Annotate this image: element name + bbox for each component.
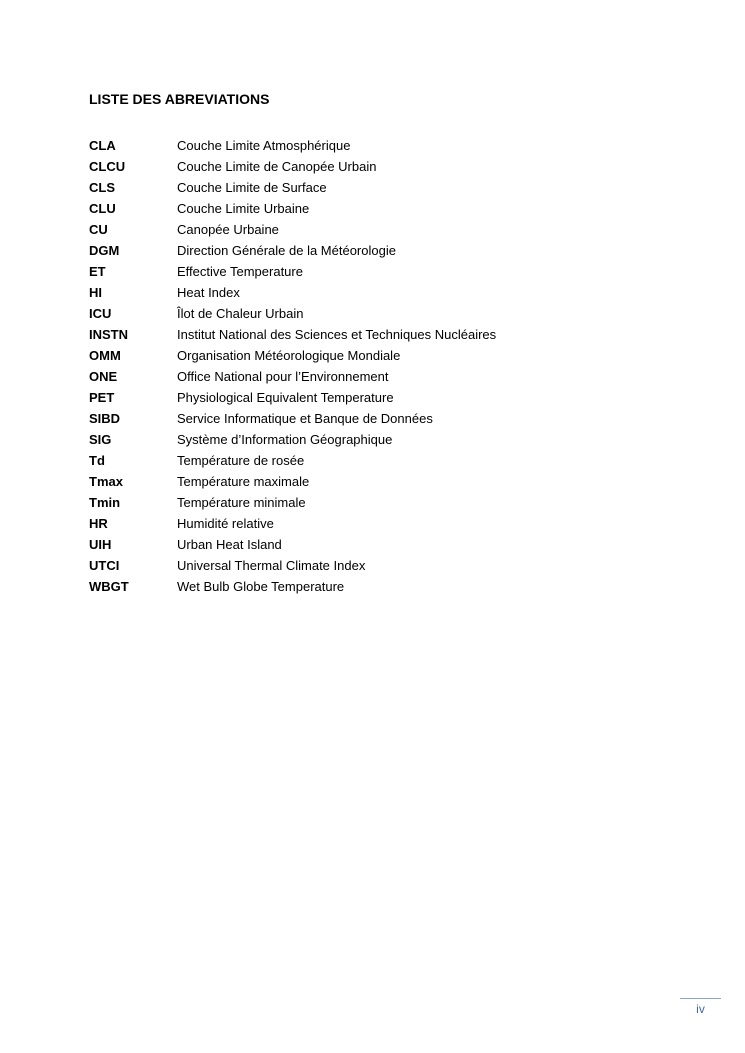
list-item <box>89 219 649 240</box>
abbreviation-meaning: Wet Bulb Globe Temperature <box>177 579 345 594</box>
abbreviation-meaning: Canopée Urbaine <box>177 222 279 237</box>
list-item <box>89 408 649 429</box>
abbreviation-meaning: Système d’Information Géographique <box>177 432 393 447</box>
list-item <box>89 513 649 534</box>
abbreviation-code: PET <box>89 390 115 405</box>
list-item <box>89 135 649 156</box>
list-item <box>89 156 649 177</box>
abbreviation-meaning: Service Informatique et Banque de Données <box>177 411 433 426</box>
abbreviation-meaning: Physiological Equivalent Temperature <box>177 390 394 405</box>
list-item <box>89 324 649 345</box>
list-item <box>89 366 649 387</box>
abbreviation-code: HR <box>89 516 108 531</box>
list-item <box>89 492 649 513</box>
abbreviation-code: Tmax <box>89 474 123 489</box>
abbreviation-meaning: Humidité relative <box>177 516 274 531</box>
abbreviation-code: CLA <box>89 138 116 153</box>
list-item <box>89 345 649 366</box>
abbreviation-meaning: Température de rosée <box>177 453 305 468</box>
list-item <box>89 429 649 450</box>
list-item <box>89 303 649 324</box>
abbreviation-code: WBGT <box>89 579 129 594</box>
list-item <box>89 282 649 303</box>
abbreviation-code: OMM <box>89 348 121 363</box>
list-item <box>89 555 649 576</box>
abbreviation-meaning: Température minimale <box>177 495 306 510</box>
list-item <box>89 198 649 219</box>
list-item <box>89 576 649 597</box>
abbreviation-code: DGM <box>89 243 120 258</box>
abbreviation-code: INSTN <box>89 327 128 342</box>
list-item <box>89 177 649 198</box>
abbreviation-code: CLCU <box>89 159 126 174</box>
abbreviation-meaning: Température maximale <box>177 474 310 489</box>
list-item <box>89 240 649 261</box>
page-title: LISTE DES ABREVIATIONS <box>89 91 270 107</box>
abbreviation-code: HI <box>89 285 102 300</box>
abbreviation-meaning: Couche Limite de Canopée Urbain <box>177 159 377 174</box>
abbreviation-meaning: Universal Thermal Climate Index <box>177 558 366 573</box>
abbreviation-meaning: Couche Limite de Surface <box>177 180 327 195</box>
abbreviation-code: ET <box>89 264 106 279</box>
abbreviation-code: UIH <box>89 537 112 552</box>
abbreviation-code: SIBD <box>89 411 121 426</box>
abbreviation-meaning: Effective Temperature <box>177 264 303 279</box>
abbreviation-code: Tmin <box>89 495 121 510</box>
abbreviation-code: ICU <box>89 306 112 321</box>
abbreviation-meaning: Couche Limite Urbaine <box>177 201 310 216</box>
page-number: iv <box>696 1002 705 1016</box>
list-item <box>89 450 649 471</box>
abbreviation-meaning: Heat Index <box>177 285 240 300</box>
abbreviation-meaning: Direction Générale de la Météorologie <box>177 243 396 258</box>
abbreviation-list <box>89 135 649 597</box>
abbreviation-meaning: Couche Limite Atmosphérique <box>177 138 351 153</box>
abbreviation-meaning: Organisation Météorologique Mondiale <box>177 348 401 363</box>
abbreviation-code: Td <box>89 453 105 468</box>
abbreviation-meaning: Institut National des Sciences et Techniques Nucléaires <box>177 327 497 342</box>
list-item <box>89 387 649 408</box>
abbreviation-code: ONE <box>89 369 118 384</box>
abbreviation-code: CLS <box>89 180 115 195</box>
abbreviation-code: UTCI <box>89 558 120 573</box>
abbreviation-meaning: Urban Heat Island <box>177 537 282 552</box>
abbreviation-code: CU <box>89 222 108 237</box>
list-item <box>89 471 649 492</box>
list-item <box>89 534 649 555</box>
abbreviation-code: CLU <box>89 201 116 216</box>
abbreviation-meaning: Îlot de Chaleur Urbain <box>177 306 304 321</box>
abbreviation-code: SIG <box>89 432 112 447</box>
abbreviation-meaning: Office National pour l’Environnement <box>177 369 389 384</box>
footer-divider <box>680 998 721 999</box>
list-item <box>89 261 649 282</box>
